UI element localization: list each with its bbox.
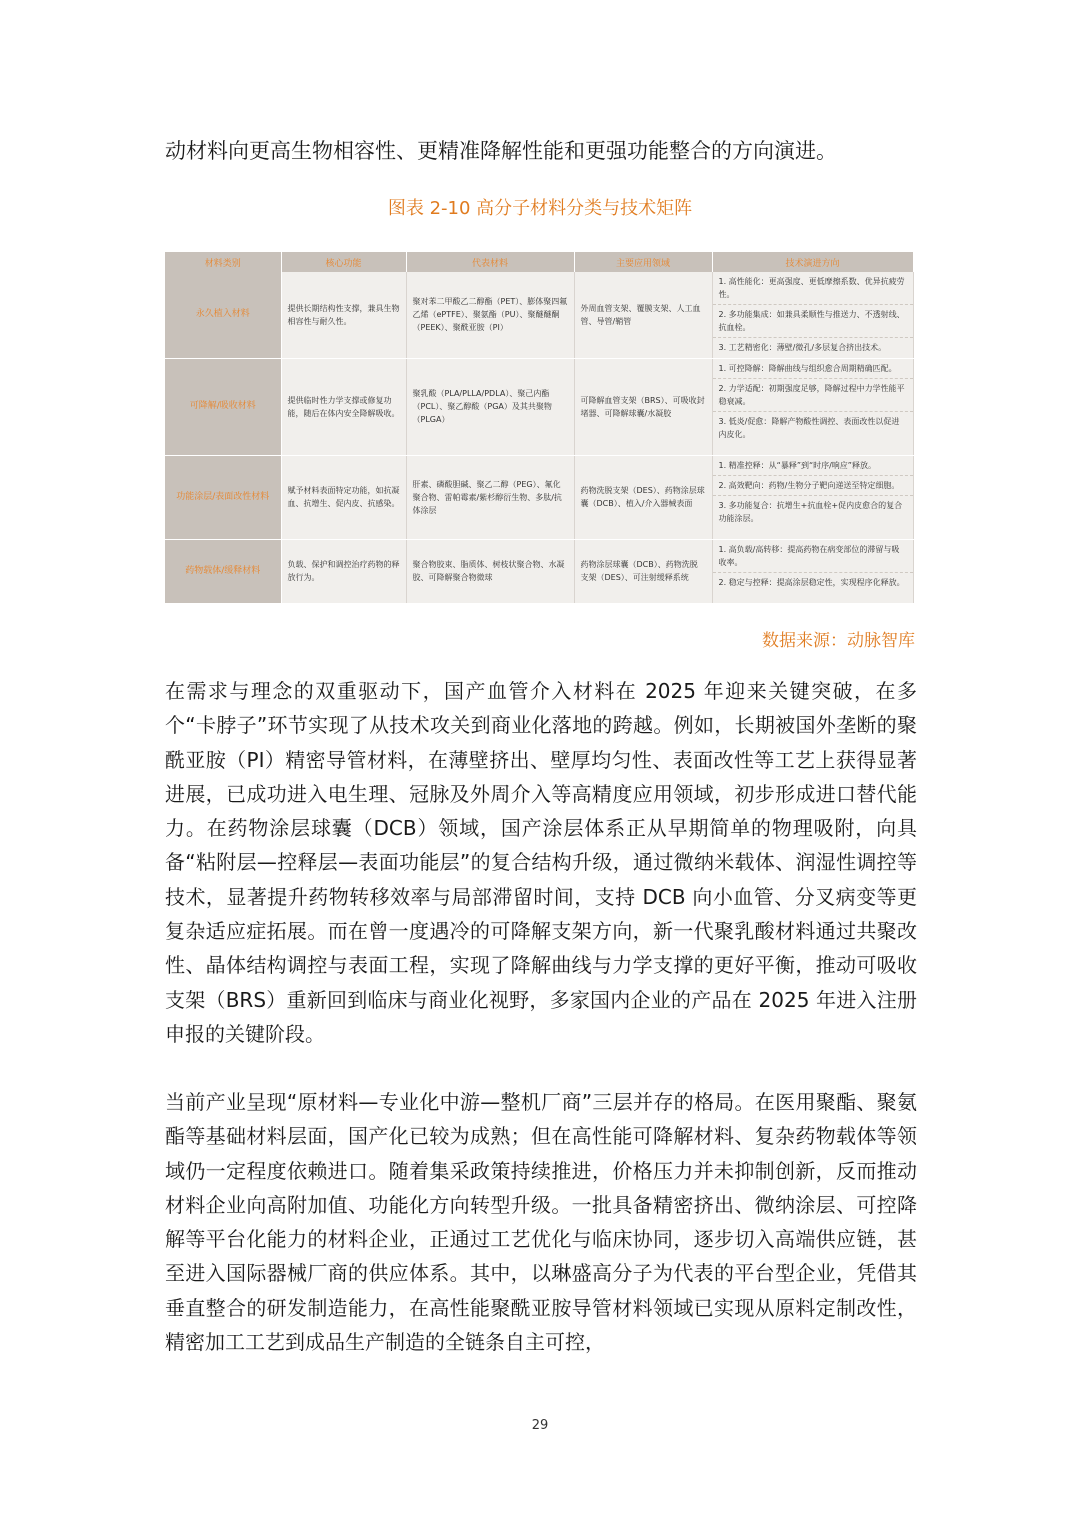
trend-item: 2. 力学适配：初期强度足够，降解过程中力学性能平稳衰减。 [713, 379, 913, 412]
row-trends [712, 358, 913, 455]
trend-item: 2. 稳定与控释：提高涂层稳定性，实现程序化释放。 [718, 577, 905, 587]
header-materials: 代表材料 [406, 252, 574, 272]
row-applications: 药物洗脱支架（DES）、药物涂层球囊（DCB）、植入/介入器械表面 [574, 455, 712, 539]
header-category: 材料类别 [165, 252, 281, 272]
trend-item: 1. 高负载/高转移：提高药物在病变部位的滞留与吸收率。 [713, 540, 913, 573]
row-applications: 药物涂层球囊（DCB）、药物洗脱支架（DES）、可注射缓释系统 [574, 539, 712, 603]
header-function: 核心功能 [281, 252, 406, 272]
trend-item: 3. 低炎/促愈：降解产物酸性调控、表面改性以促进内皮化。 [718, 416, 900, 439]
row-trends [712, 539, 913, 603]
figure-title: 图表 2-10 高分子材料分类与技术矩阵 [387, 198, 693, 219]
row-category: 功能涂层/表面改性材料 [165, 455, 281, 539]
row-trends [712, 272, 913, 358]
table-row [165, 455, 913, 539]
trend-item: 2. 多功能集成：如兼具柔顺性与推送力、不透射线、抗血栓。 [713, 305, 913, 338]
row-materials: 肝素、磷酸胆碱、聚乙二醇（PEG）、氟化聚合物、雷帕霉素/紫杉醇衍生物、多肽/抗体涂层 [406, 455, 574, 539]
material-matrix-table [165, 252, 913, 604]
table-row [165, 272, 913, 358]
row-function: 提供长期结构性支撑，兼具生物相容性与耐久性。 [281, 272, 406, 358]
row-function: 赋予材料表面特定功能，如抗凝血、抗增生、促内皮、抗感染。 [281, 455, 406, 539]
row-category: 永久植入材料 [165, 272, 281, 358]
row-materials: 聚乳酸（PLA/PLLA/PDLA）、聚己内酯（PCL）、聚乙醇酸（PGA）及其共聚物（PLGA） [406, 358, 574, 455]
intro-text: 动材料向更高生物相容性、更精准降解性能和更强功能整合的方向演进。 [165, 139, 837, 163]
table-header-row [165, 252, 913, 272]
row-materials: 聚对苯二甲酸乙二醇酯（PET）、膨体聚四氟乙烯（ePTFE）、聚氨酯（PU）、聚醚醚酮（PEEK）、聚酰亚胺（PI） [406, 272, 574, 358]
row-category: 可降解/吸收材料 [165, 358, 281, 455]
trend-item: 3. 多功能复合：抗增生+抗血栓+促内皮愈合的复合功能涂层。 [718, 500, 903, 523]
row-category: 药物载体/缓释材料 [165, 539, 281, 603]
header-trends: 技术演进方向 [712, 252, 913, 272]
row-function: 提供临时性力学支撑或修复功能，随后在体内安全降解吸收。 [281, 358, 406, 455]
row-applications: 可降解血管支架（BRS）、可吸收封堵器、可降解球囊/水凝胶 [574, 358, 712, 455]
row-materials: 聚合物胶束、脂质体、树枝状聚合物、水凝胶、可降解聚合物微球 [406, 539, 574, 603]
body-paragraph: 当前产业呈现“原材料—专业化中游—整机厂商”三层并存的格局。在医用聚酯、聚氨酯等基础材料层面，国产化已较为成熟；但在高性能可降解材料、复杂药物载体等领域仍一定程度依赖进口。随着集采政策持续推进，价格压力并未抑制创新，反而推动材料企业向高附加值、功能化方向转型升级。一批具备精密挤出、微纳涂层、可控降解等平台化能力的材料企业，正通过工艺优化与临床协同，逐步切入高端供应链，甚至进入国际器械厂商的供应体系。其中，以琳盛高分子为代表的平台型企业，凭借其垂直整合的研发制造能力，在高性能聚酰亚胺导管材料领域已实现从原料定制改性，精密加工工艺到成品生产制造的全链条自主可控， [165, 1090, 917, 1355]
page-number: 29 [531, 1418, 549, 1433]
table-row [165, 539, 913, 603]
trend-item: 1. 高性能化：更高强度、更低摩擦系数、优异抗疲劳性。 [713, 272, 913, 305]
trend-item: 3. 工艺精密化：薄壁/微孔/多层复合挤出技术。 [718, 343, 887, 352]
row-applications: 外周血管支架、覆膜支架、人工血管、导管/鞘管 [574, 272, 712, 358]
row-trends [712, 455, 913, 539]
body-paragraph: 在需求与理念的双重驱动下，国产血管介入材料在 2025 年迎来关键突破，在多个“卡脖子”环节实现了从技术攻关到商业化落地的跨越。例如，长期被国外垄断的聚酰亚胺（PI）精密导管材料，在薄壁挤出、壁厚均匀性、表面改性等工艺上获得显著进展，已成功进入电生理、冠脉及外周介入等高精度应用领域，初步形成进口替代能力。在药物涂层球囊（DCB）领域，国产涂层体系正从早期简单的物理吸附，向具备“粘附层—控释层—表面功能层”的复合结构升级，通过微纳米载体、润湿性调控等技术，显著提升药物转移效率与局部滞留时间，支持 DCB 向小血管、分叉病变等更复杂适应症拓展。而在曾一度遇冷的可降解支架方向，新一代聚乳酸材料通过共聚改性、晶体结构调控与表面工程，实现了降解曲线与力学支撑的更好平衡，推动可吸收支架（BRS）重新回到临床与商业化视野，多家国内企业的产品在 2025 年进入注册申报的关键阶段。 [165, 679, 917, 1046]
header-applications: 主要应用领域 [574, 252, 712, 272]
data-source: 数据来源：动脉智库 [762, 631, 915, 651]
trend-item: 1. 可控降解：降解曲线与组织愈合周期精确匹配。 [713, 359, 913, 379]
table-row [165, 358, 913, 455]
trend-item: 2. 高效靶向：药物/生物分子靶向递送至特定细胞。 [713, 476, 913, 496]
row-function: 负载、保护和调控治疗药物的释放行为。 [281, 539, 406, 603]
trend-item: 1. 精准控释：从“暴释”到“时序/响应”释放。 [713, 456, 913, 476]
